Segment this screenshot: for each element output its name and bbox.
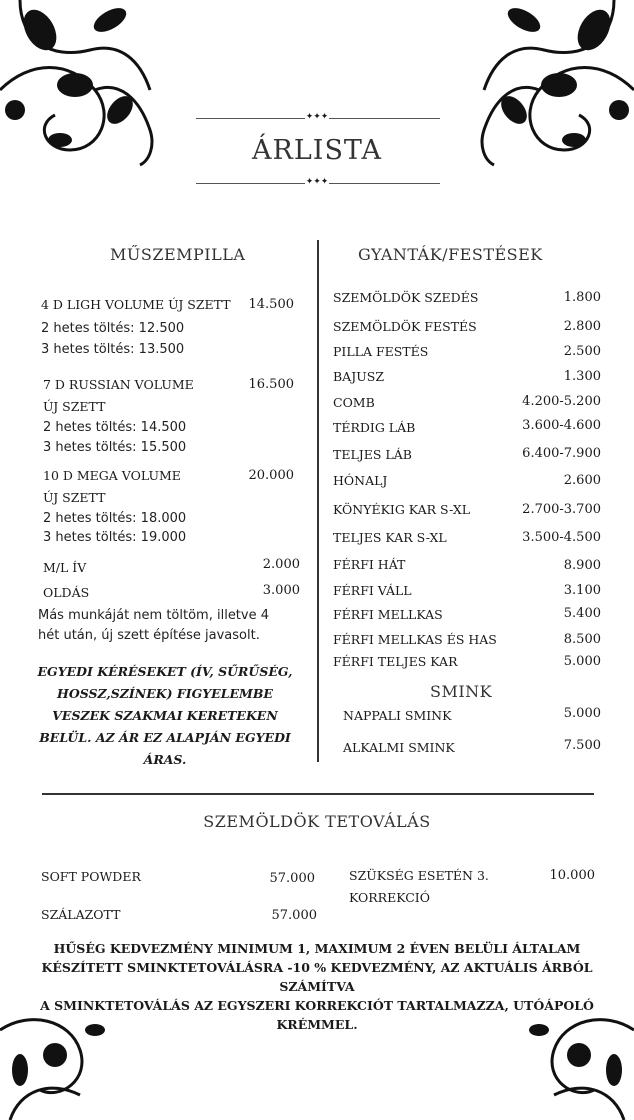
custom-line-1: EGYEDI KÉRÉSEKET (ÍV, SŰRŰSÉG,: [37, 664, 293, 679]
gyantak-item-price: 8.500: [563, 632, 601, 647]
footer-line-1: HŰSÉG KEDVEZMÉNY MINIMUM 1, MAXIMUM 2 ÉVEN BELÜLI ÁLTALAM: [53, 941, 581, 956]
item-4d-name: 4 D LIGH VOLUME ÚJ SZETT: [41, 297, 231, 312]
custom-line-5: ÁRAS.: [143, 752, 187, 767]
soft-powder-name: SOFT POWDER: [41, 869, 141, 884]
korrekcio-price: 10.000: [549, 868, 595, 883]
custom-line-4: BELÜL. AZ ÁR EZ ALAPJÁN EGYEDI: [39, 730, 291, 745]
korrekcio-name2: KORREKCIÓ: [349, 890, 430, 905]
note-line-1: Más munkáját nem töltöm, illetve 4: [38, 608, 270, 623]
item-ml-iv-name: M/L ÍV: [43, 560, 87, 575]
title-ornament-bottom: ✦✦✦: [305, 177, 329, 187]
footer-line-5: KRÉMMEL.: [276, 1017, 358, 1032]
column-divider: [317, 240, 319, 762]
gyantak-item-price: 1.800: [563, 290, 601, 305]
gyantak-item-price: 3.600-4.600: [522, 418, 601, 433]
item-oldas-name: OLDÁS: [43, 585, 90, 600]
gyantak-item-name: BAJUSZ: [333, 369, 385, 384]
item-4d-sub2: 3 hetes töltés: 13.500: [41, 342, 185, 357]
gyantak-item-price: 5.000: [563, 654, 601, 669]
tetovalas-heading: SZEMÖLDÖK TETOVÁLÁS: [203, 812, 431, 831]
item-oldas-price: 3.000: [262, 583, 300, 598]
item-10d-name2: ÚJ SZETT: [43, 490, 106, 505]
gyantak-item-price: 1.300: [563, 369, 601, 384]
gyantak-item-price: 2.500: [563, 344, 601, 359]
item-7d-name1: 7 D RUSSIAN VOLUME: [43, 377, 194, 392]
gyantak-item-name: FÉRFI VÁLL: [333, 583, 412, 598]
gyantak-item-name: TELJES LÁB: [333, 447, 412, 462]
page-title: ÁRLISTA: [252, 135, 382, 166]
item-10d-price: 20.000: [248, 468, 294, 483]
gyantak-item-name: COMB: [333, 395, 375, 410]
smink-item-nappali-price: 5.000: [563, 706, 601, 721]
gyantak-item-price: 2.600: [563, 473, 601, 488]
gyantak-item-price: 2.700-3.700: [522, 502, 601, 517]
korrekcio-name1: SZÜKSÉG ESETÉN 3.: [349, 868, 489, 883]
szalazott-price: 57.000: [271, 908, 317, 923]
title-ornament-top: ✦✦✦: [305, 112, 329, 122]
item-4d-sub1: 2 hetes töltés: 12.500: [41, 321, 185, 336]
item-4d-price: 14.500: [248, 297, 294, 312]
muszempilla-heading: MŰSZEMPILLA: [110, 245, 246, 264]
item-7d-name2: ÚJ SZETT: [43, 399, 106, 414]
soft-powder-price: 57.000: [269, 871, 315, 886]
item-10d-sub2: 3 hetes töltés: 19.000: [43, 530, 187, 545]
gyantak-item-name: SZEMÖLDÖK FESTÉS: [333, 319, 477, 334]
gyantak-item-price: 8.900: [563, 558, 601, 573]
gyantak-item-name: KÖNYÉKIG KAR S-XL: [333, 502, 471, 517]
gyantak-item-name: PILLA FESTÉS: [333, 344, 429, 359]
item-ml-iv-price: 2.000: [262, 557, 300, 572]
gyantak-item-name: TELJES KAR S-XL: [333, 530, 447, 545]
gyantak-item-name: FÉRFI MELLKAS: [333, 607, 443, 622]
custom-line-2: HOSSZ,SZÍNEK) FIGYELEMBE: [57, 686, 273, 701]
gyantak-item-name: TÉRDIG LÁB: [333, 420, 416, 435]
gyantak-item-price: 6.400-7.900: [522, 446, 601, 461]
footer-line-2: KÉSZÍTETT SMINKTETOVÁLÁSRA -10 % KEDVEZMÉNY, AZ AKTUÁLIS ÁRBÓL: [41, 960, 593, 975]
item-10d-name1: 10 D MEGA VOLUME: [43, 468, 181, 483]
gyantak-item-price: 2.800: [563, 319, 601, 334]
footer-line-3: SZÁMÍTVA: [279, 979, 355, 994]
gyantak-item-name: HÓNALJ: [333, 473, 388, 488]
item-7d-price: 16.500: [248, 377, 294, 392]
item-7d-sub2: 3 hetes töltés: 15.500: [43, 440, 187, 455]
gyantak-item-name: FÉRFI MELLKAS ÉS HAS: [333, 632, 497, 647]
custom-requests-note: [30, 661, 300, 771]
smink-heading: SMINK: [430, 682, 493, 701]
note-line-2: hét után, új szett építése javasolt.: [38, 628, 260, 643]
footer-note: [20, 939, 614, 1034]
gyantak-item-price: 3.100: [563, 583, 601, 598]
footer-line-4: A SMINKTETOVÁLÁS AZ EGYSZERI KORREKCIÓT TARTALMAZZA, UTÓÁPOLÓ: [40, 998, 594, 1013]
custom-line-3: VESZEK SZAKMAI KERETEKEN: [52, 708, 278, 723]
szalazott-name: SZÁLAZOTT: [41, 907, 121, 922]
item-7d-sub1: 2 hetes töltés: 14.500: [43, 420, 187, 435]
gyantak-item-price: 3.500-4.500: [522, 530, 601, 545]
smink-item-alkalmi-price: 7.500: [563, 738, 601, 753]
gyantak-item-name: FÉRFI HÁT: [333, 557, 406, 572]
gyantak-item-price: 4.200-5.200: [522, 394, 601, 409]
gyantak-item-price: 5.400: [563, 606, 601, 621]
smink-item-nappali-name: NAPPALI SMINK: [343, 708, 452, 723]
gyantak-heading: GYANTÁK/FESTÉSEK: [358, 245, 543, 264]
gyantak-item-name: FÉRFI TELJES KAR: [333, 654, 458, 669]
gyantak-item-name: SZEMÖLDÖK SZEDÉS: [333, 290, 479, 305]
item-10d-sub1: 2 hetes töltés: 18.000: [43, 511, 187, 526]
smink-item-alkalmi-name: ALKALMI SMINK: [343, 740, 455, 755]
section-separator: [42, 793, 594, 795]
